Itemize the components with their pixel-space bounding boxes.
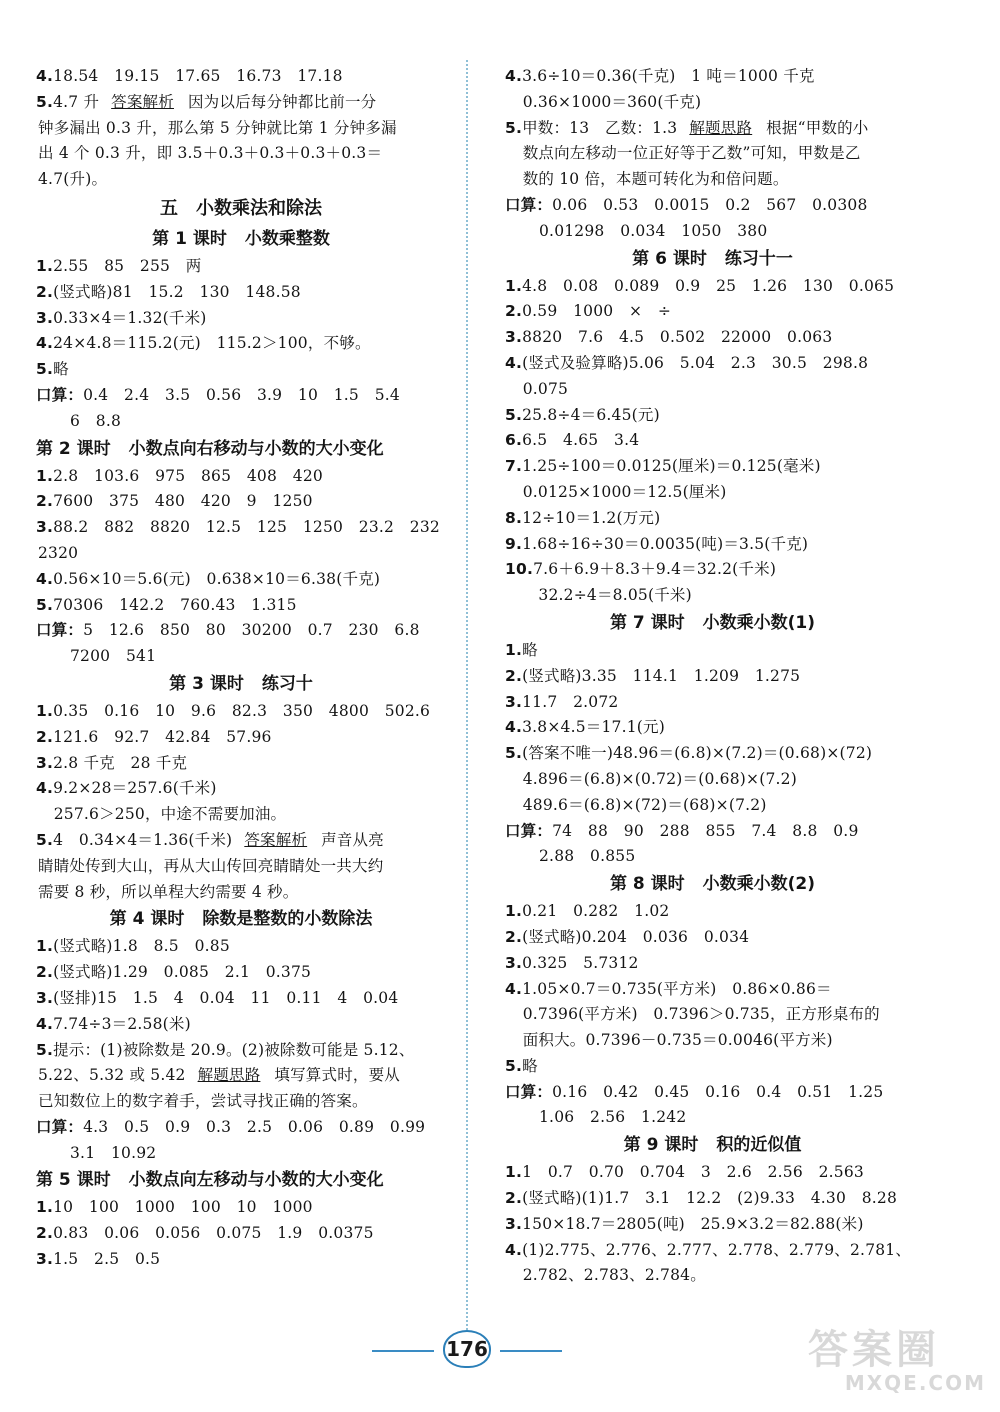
answer-text: 88.2 882 8820 12.5 125 1250 23.2 232 — [53, 518, 440, 537]
answer-text: 0.33×4＝1.32(千米) — [53, 308, 207, 327]
answer-line — [505, 557, 920, 583]
answer-line — [505, 1002, 920, 1028]
question-number: 4. — [505, 353, 523, 372]
question-number: 1. — [505, 1163, 523, 1182]
heading-title: 小数乘法和除法 — [196, 197, 322, 219]
answer-text: 12÷10＝1.2(万元) — [522, 508, 661, 527]
watermark-logo — [808, 1328, 990, 1406]
answer-text: 0.4 2.4 3.5 0.56 3.9 10 1.5 5.4 — [83, 385, 400, 404]
answer-line — [36, 1115, 446, 1141]
answer-line — [36, 934, 446, 960]
answer-line — [505, 1186, 920, 1212]
answer-text: 18.54 19.15 17.65 16.73 17.18 — [53, 67, 343, 85]
section-heading — [505, 609, 920, 638]
question-number: 2. — [36, 963, 54, 982]
answer-line — [36, 751, 446, 777]
section-heading — [36, 435, 446, 464]
question-number: 4. — [36, 779, 54, 798]
answer-text: 121.6 92.7 42.84 57.96 — [53, 727, 272, 746]
answer-text: 7.74÷3＝2.58(米) — [53, 1014, 191, 1033]
section-heading — [36, 905, 446, 934]
heading-title: 练习十一 — [724, 248, 793, 269]
answer-text: 睛睛处传到大山，再从大山传回亮睛睛处一共大约 — [38, 856, 384, 875]
answer-line — [505, 141, 920, 167]
question-number: 4. — [505, 979, 523, 998]
heading-number: 第 9 课时 — [623, 1135, 699, 1156]
answer-line — [36, 64, 446, 90]
answer-line — [36, 515, 446, 541]
hint-text: 填写算式时，要从 — [274, 1066, 401, 1085]
answer-line — [36, 1247, 446, 1273]
question-number: 1. — [36, 256, 54, 275]
question-number: 1. — [36, 937, 54, 956]
question-number: 3. — [36, 988, 54, 1007]
question-number: 2. — [36, 727, 54, 746]
answer-text: (竖式略)0.204 0.036 0.034 — [522, 927, 750, 946]
answer-line — [36, 141, 446, 167]
answer-line — [505, 480, 920, 506]
question-number: 3. — [505, 953, 523, 972]
answer-line — [505, 1028, 920, 1054]
answer-line — [505, 819, 920, 845]
oral-calc-label: 口算： — [36, 385, 84, 404]
question-number: 4. — [505, 718, 523, 737]
answer-text: 7200 541 — [70, 647, 157, 666]
answer-text: 0.36×1000＝360(千克) — [507, 92, 702, 111]
answer-text: 6 8.8 — [70, 411, 122, 430]
answer-line — [36, 254, 446, 280]
section-heading — [505, 245, 920, 274]
hint-text: 因为以后每分钟都比前一分 — [187, 92, 377, 111]
answer-line — [505, 767, 920, 793]
answer-text: 0.16 0.42 0.45 0.16 0.4 0.51 1.25 — [552, 1082, 884, 1101]
answer-text: 2320 — [38, 543, 79, 562]
answer-text: (竖式略)3.35 114.1 1.209 1.275 — [522, 666, 801, 685]
answer-line — [505, 793, 920, 819]
answer-line — [505, 454, 920, 480]
question-number: 5. — [36, 1040, 54, 1059]
answer-text: 面积大。0.7396－0.735＝0.0046(平方米) — [507, 1031, 833, 1050]
answer-line — [505, 64, 920, 90]
answer-line — [36, 776, 446, 802]
answer-line — [505, 844, 920, 870]
answer-text: 略 — [522, 1056, 538, 1075]
question-number: 3. — [505, 328, 523, 347]
question-number: 5. — [505, 405, 523, 424]
question-number: 5. — [36, 830, 54, 849]
answer-line — [505, 274, 920, 300]
question-number: 4. — [36, 67, 54, 85]
heading-title: 除数是整数的小数除法 — [202, 909, 373, 930]
hint-tag: 答案解析 — [244, 830, 308, 849]
answer-line — [36, 464, 446, 490]
question-number: 3. — [36, 753, 54, 772]
answer-text: 4 0.34×4＝1.36(千米) — [53, 830, 233, 849]
answer-text: 2.8 103.6 975 865 408 420 — [53, 466, 323, 485]
answer-text: 提示：(1)被除数是 20.9。(2)被除数可能是 5.12、 — [53, 1040, 415, 1059]
question-number: 1. — [36, 701, 54, 720]
answer-text: 数点向左移动一位正好等于乙数”可知，甲数是乙 — [507, 144, 861, 163]
hint-tag: 解题思路 — [689, 118, 753, 137]
answer-line — [505, 1054, 920, 1080]
answer-text: 4.896＝(6.8)×(0.72)＝(0.68)×(7.2) — [507, 769, 797, 788]
answer-line — [505, 116, 920, 142]
answer-text: 0.01298 0.034 1050 380 — [539, 221, 768, 240]
question-number: 2. — [505, 302, 523, 321]
answer-text: 0.21 0.282 1.02 — [522, 902, 670, 921]
heading-title: 小数点向左移动与小数的大小变化 — [128, 1170, 384, 1191]
answer-line — [505, 925, 920, 951]
question-number: 5. — [505, 1056, 523, 1075]
heading-title: 练习十 — [261, 673, 313, 694]
oral-calc-label: 口算： — [36, 1117, 84, 1136]
answer-text: 70306 142.2 760.43 1.315 — [53, 595, 297, 614]
question-number: 4. — [36, 334, 54, 353]
heading-number: 第 6 课时 — [632, 248, 707, 269]
answer-line — [36, 699, 446, 725]
question-number: 10. — [505, 560, 534, 579]
question-number: 9. — [505, 534, 523, 553]
answer-text: (竖式及验算略)5.06 5.04 2.3 30.5 298.8 — [522, 353, 869, 372]
answer-line — [36, 1089, 446, 1115]
answer-text: 甲数：13 乙数：1.3 — [522, 118, 678, 137]
answer-text: 0.7396(平方米) 0.7396＞0.735，正方形桌布的 — [507, 1005, 880, 1024]
section-heading — [36, 1166, 446, 1195]
answer-text: 1.25÷100＝0.0125(厘米)＝0.125(毫米) — [522, 457, 821, 476]
answer-text: 4.7 升 — [53, 92, 100, 111]
answer-text: 4.3 0.5 0.9 0.3 2.5 0.06 0.89 0.99 — [83, 1117, 426, 1136]
answer-line — [505, 351, 920, 377]
heading-title: 小数乘小数(2) — [702, 874, 816, 895]
section-heading — [36, 670, 446, 699]
hint-text: 声音从亮 — [321, 830, 384, 849]
question-number: 3. — [36, 308, 54, 327]
heading-number: 第 1 课时 — [152, 228, 227, 249]
answer-text: (竖式略)1.8 8.5 0.85 — [53, 937, 230, 956]
answer-text: 0.0125×1000＝12.5(厘米) — [507, 482, 727, 501]
answer-text: 钟多漏出 0.3 升，那么第 5 分钟就比第 1 分钟多漏 — [38, 118, 397, 137]
question-number: 3. — [36, 1250, 54, 1269]
answer-line — [36, 1012, 446, 1038]
answer-line — [36, 880, 446, 906]
answer-line — [36, 1141, 446, 1167]
answer-text: 24×4.8＝115.2(元) 115.2＞100，不够。 — [53, 334, 371, 353]
answer-line — [36, 116, 446, 142]
answer-line — [36, 567, 446, 593]
answer-line — [36, 357, 446, 383]
question-number: 6. — [505, 431, 523, 450]
hint-text: 根据“甲数的小 — [766, 118, 869, 137]
question-number: 3. — [36, 518, 54, 537]
question-number: 1. — [36, 1198, 54, 1217]
answer-line — [505, 690, 920, 716]
answer-line — [36, 1038, 446, 1064]
page-number-rule-left — [372, 1350, 434, 1352]
answer-text: 32.2÷4＝8.05(千米) — [507, 586, 692, 605]
question-number: 5. — [505, 744, 523, 763]
answer-text: 1 0.7 0.70 0.704 3 2.6 2.56 2.563 — [522, 1163, 864, 1182]
answer-line — [505, 977, 920, 1003]
answer-text: 3.8×4.5＝17.1(元) — [522, 718, 665, 737]
answer-line — [36, 1063, 446, 1089]
answer-text: 2.782、2.783、2.784。 — [507, 1266, 706, 1285]
answer-text: 略 — [522, 640, 538, 659]
answer-text: 7.6＋6.9＋8.3＋9.4＝32.2(千米) — [533, 560, 777, 579]
heading-number: 五 — [160, 197, 178, 219]
answer-line — [505, 638, 920, 664]
heading-title: 小数乘整数 — [244, 228, 330, 249]
answer-text: (竖式略)1.29 0.085 2.1 0.375 — [53, 963, 312, 982]
heading-number: 第 7 课时 — [609, 612, 685, 633]
answer-line — [505, 664, 920, 690]
heading-title: 小数点向右移动与小数的大小变化 — [128, 438, 384, 459]
answer-text: 3.6÷10＝0.36(千克) 1 吨＝1000 千克 — [522, 67, 815, 85]
answer-line — [36, 306, 446, 332]
answer-text: 出 4 个 0.3 升，即 3.5＋0.3＋0.3＋0.3＋0.3＝ — [38, 144, 383, 163]
answer-text: 5 12.6 850 80 30200 0.7 230 6.8 — [83, 621, 420, 640]
answer-line — [36, 618, 446, 644]
answer-text: 10 100 1000 100 10 1000 — [53, 1198, 313, 1217]
answer-line — [36, 1221, 446, 1247]
answer-text: 8820 7.6 4.5 0.502 22000 0.063 — [522, 328, 833, 347]
answer-line — [36, 828, 446, 854]
answer-text: 1.05×0.7＝0.735(平方米) 0.86×0.86＝ — [522, 979, 832, 998]
answer-text: 0.56×10＝5.6(元) 0.638×10＝6.38(千克) — [53, 569, 381, 588]
section-heading — [505, 1131, 920, 1160]
answer-text: 2.88 0.855 — [539, 847, 636, 866]
answer-text: 0.06 0.53 0.0015 0.2 567 0.0308 — [552, 195, 868, 214]
page-number — [437, 1330, 497, 1368]
question-number: 2. — [36, 1224, 54, 1243]
heading-number: 第 4 课时 — [109, 909, 185, 930]
answer-text: 已知数位上的数字着手，尝试寻找正确的答案。 — [38, 1092, 368, 1111]
answer-line — [505, 532, 920, 558]
answer-line — [505, 219, 920, 245]
answer-text: (竖式略)(1)1.7 3.1 12.2 (2)9.33 4.30 8.28 — [522, 1189, 898, 1208]
heading-title: 小数乘小数(1) — [702, 612, 816, 633]
watermark-site: MXQE.COM — [844, 1371, 986, 1395]
oral-calc-label: 口算： — [505, 1082, 553, 1101]
answer-text: (答案不唯一)48.96＝(6.8)×(7.2)＝(0.68)×(72) — [522, 744, 873, 763]
answer-line — [505, 506, 920, 532]
section-heading — [36, 193, 446, 225]
answer-line — [505, 428, 920, 454]
answer-text: 数的 10 倍，本题可转化为和倍问题。 — [507, 170, 789, 189]
answer-line — [505, 1238, 920, 1264]
question-number: 4. — [36, 1014, 54, 1033]
answer-text: 4.7(升)。 — [38, 170, 108, 189]
answer-text: 3.1 10.92 — [70, 1143, 157, 1162]
answer-line — [36, 409, 446, 435]
answer-line — [36, 541, 446, 567]
answer-text: 74 88 90 288 855 7.4 8.8 0.9 — [552, 821, 859, 840]
answer-text: 1.06 2.56 1.242 — [539, 1108, 687, 1127]
answer-text: 11.7 2.072 — [522, 692, 619, 711]
answer-text: 2.8 千克 28 千克 — [53, 753, 188, 772]
answer-text: 2.55 85 255 两 — [53, 256, 202, 275]
answer-line — [36, 593, 446, 619]
question-number: 1. — [505, 276, 523, 295]
question-number: 2. — [505, 666, 523, 685]
question-number: 1. — [36, 466, 54, 485]
question-number: 4. — [505, 67, 523, 85]
answer-line — [505, 377, 920, 403]
question-number: 2. — [505, 927, 523, 946]
oral-calc-label: 口算： — [505, 821, 553, 840]
answer-line — [36, 383, 446, 409]
question-number: 1. — [505, 902, 523, 921]
heading-number: 第 2 课时 — [36, 438, 111, 459]
answer-text: (竖排)15 1.5 4 0.04 11 0.11 4 0.04 — [53, 988, 399, 1007]
answer-line — [505, 951, 920, 977]
answer-text: 0.325 5.7312 — [522, 953, 639, 972]
page-number-rule-right — [500, 1350, 562, 1352]
answer-text: 489.6＝(6.8)×(72)＝(68)×(7.2) — [507, 795, 767, 814]
answer-text: 7600 375 480 420 9 1250 — [53, 492, 313, 511]
answer-text: (竖式略)81 15.2 130 148.58 — [53, 282, 301, 301]
question-number: 7. — [505, 457, 523, 476]
question-number: 4. — [505, 1240, 523, 1259]
answer-line — [36, 644, 446, 670]
question-number: 2. — [36, 282, 54, 301]
answer-text: 9.2×28＝257.6(千米) — [53, 779, 217, 798]
watermark-main: 答案圈 — [808, 1327, 940, 1373]
answer-text: 0.075 — [507, 379, 569, 398]
heading-number: 第 5 课时 — [36, 1170, 111, 1191]
heading-number: 第 8 课时 — [609, 874, 685, 895]
right-column — [505, 64, 920, 1289]
heading-title: 积的近似值 — [716, 1135, 802, 1156]
answer-line — [505, 1212, 920, 1238]
answer-line — [505, 403, 920, 429]
left-column — [36, 64, 446, 1273]
answer-text: 0.83 0.06 0.056 0.075 1.9 0.0375 — [53, 1224, 374, 1243]
oral-calc-label: 口算： — [36, 621, 84, 640]
hint-tag: 答案解析 — [111, 92, 174, 111]
column-divider — [466, 60, 468, 1350]
answer-text: 略 — [53, 360, 69, 379]
answer-line — [36, 280, 446, 306]
answer-text: 5.22、5.32 或 5.42 — [38, 1066, 186, 1085]
answer-text: 25.8÷4＝6.45(元) — [522, 405, 660, 424]
answer-line — [505, 1080, 920, 1106]
answer-line — [505, 325, 920, 351]
answer-text: 1.68÷16÷30＝0.0035(吨)＝3.5(千克) — [522, 534, 809, 553]
answer-line — [505, 1263, 920, 1289]
answer-line — [36, 986, 446, 1012]
question-number: 5. — [505, 118, 523, 137]
answer-line — [36, 802, 446, 828]
answer-line — [36, 960, 446, 986]
question-number: 2. — [36, 492, 54, 511]
answer-line — [505, 715, 920, 741]
answer-line — [505, 1105, 920, 1131]
answer-text: 257.6＞250，中途不需要加油。 — [38, 805, 287, 824]
heading-number: 第 3 课时 — [169, 673, 244, 694]
answer-line — [505, 1160, 920, 1186]
answer-line — [505, 193, 920, 219]
answer-text: 0.59 1000 × ÷ — [522, 302, 672, 321]
answer-text: 4.8 0.08 0.089 0.9 25 1.26 130 0.065 — [522, 276, 895, 295]
question-number: 3. — [505, 692, 523, 711]
question-number: 5. — [36, 92, 54, 111]
answer-line — [505, 299, 920, 325]
section-heading — [36, 225, 446, 254]
question-number: 4. — [36, 569, 54, 588]
answer-line — [505, 741, 920, 767]
answer-text: 1.5 2.5 0.5 — [53, 1250, 161, 1269]
answer-line — [36, 167, 446, 193]
answer-text: 150×18.7＝2805(吨) 25.9×3.2＝82.88(米) — [522, 1214, 864, 1233]
question-number: 2. — [505, 1189, 523, 1208]
answer-line — [36, 331, 446, 357]
page-number-badge: 176 — [443, 1330, 491, 1368]
answer-text: 6.5 4.65 3.4 — [522, 431, 640, 450]
question-number: 8. — [505, 508, 523, 527]
answer-line — [505, 90, 920, 116]
oral-calc-label: 口算： — [505, 195, 553, 214]
answer-line — [505, 583, 920, 609]
question-number: 5. — [36, 360, 54, 379]
answer-line — [36, 489, 446, 515]
answer-line — [36, 90, 446, 116]
answer-text: 需要 8 秒，所以单程大约需要 4 秒。 — [38, 882, 299, 901]
answer-text: (1)2.775、2.776、2.777、2.778、2.779、2.781、 — [522, 1240, 912, 1259]
answer-line — [505, 899, 920, 925]
answer-line — [36, 854, 446, 880]
answer-line — [36, 1195, 446, 1221]
answer-text: 0.35 0.16 10 9.6 82.3 350 4800 502.6 — [53, 701, 431, 720]
answer-line — [36, 725, 446, 751]
question-number: 5. — [36, 595, 54, 614]
question-number: 1. — [505, 640, 523, 659]
hint-tag: 解题思路 — [197, 1066, 261, 1085]
section-heading — [505, 870, 920, 899]
question-number: 3. — [505, 1214, 523, 1233]
answer-line — [505, 167, 920, 193]
